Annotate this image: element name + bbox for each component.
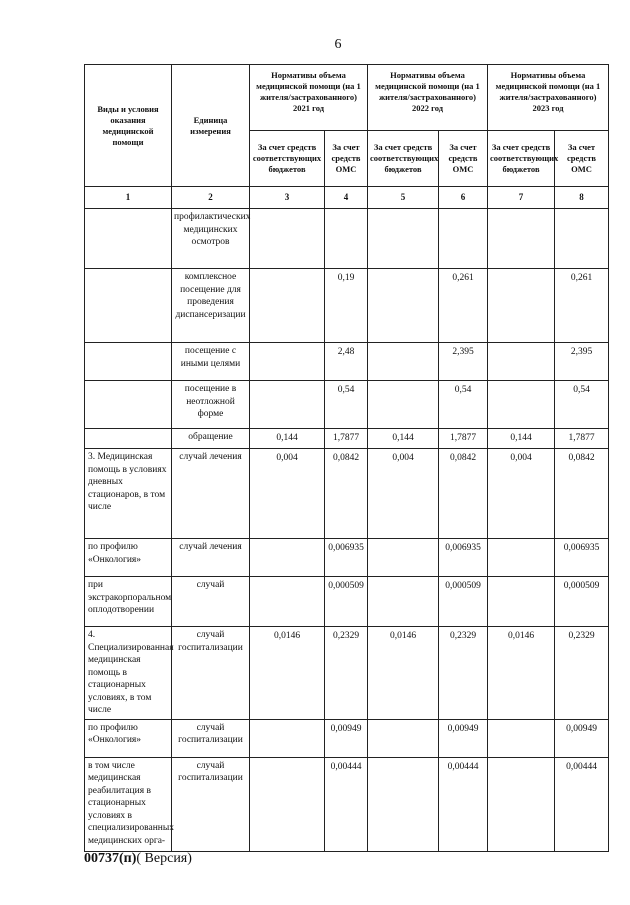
value-cell: 2,48: [325, 343, 368, 381]
value-cell: [488, 343, 555, 381]
value-cell: 0,000509: [325, 577, 368, 627]
column-number: 6: [439, 187, 488, 209]
value-cell: [488, 539, 555, 577]
value-cell: 0,006935: [439, 539, 488, 577]
value-cell: 0,00444: [439, 757, 488, 851]
value-cell: [368, 539, 439, 577]
unit-cell: комплексное посещение для проведения диспансеризации: [172, 269, 250, 343]
header-unit: Единица измерения: [172, 65, 250, 187]
table-row: [85, 627, 609, 720]
table-row: [85, 381, 609, 429]
unit-cell: случай лечения: [172, 449, 250, 539]
value-cell: 0,00444: [325, 757, 368, 851]
table-row: [85, 209, 609, 269]
value-cell: [250, 343, 325, 381]
value-cell: [368, 757, 439, 851]
value-cell: 0,144: [488, 429, 555, 449]
care-type-cell: в том числе медицинская реабилитация в стационарных условиях в специализированных медицинских орга-: [85, 757, 172, 851]
table-row: [85, 343, 609, 381]
value-cell: [368, 269, 439, 343]
value-cell: [488, 757, 555, 851]
value-cell: [368, 577, 439, 627]
care-type-cell: [85, 343, 172, 381]
care-type-cell: [85, 429, 172, 449]
value-cell: 0,2329: [325, 627, 368, 720]
value-cell: 0,00949: [555, 719, 609, 757]
value-cell: [488, 719, 555, 757]
value-cell: 0,144: [250, 429, 325, 449]
care-type-cell: [85, 209, 172, 269]
unit-cell: профилактических медицинских осмотров: [172, 209, 250, 269]
value-cell: 0,0842: [439, 449, 488, 539]
header-sub-oms-2021: За счет средств ОМС: [325, 131, 368, 187]
value-cell: 0,0146: [488, 627, 555, 720]
table-row: [85, 269, 609, 343]
value-cell: 0,000509: [439, 577, 488, 627]
care-type-cell: 4. Специализированная медицинская помощь в стационарных условиях, в том числе: [85, 627, 172, 720]
value-cell: 0,00949: [439, 719, 488, 757]
value-cell: 0,2329: [555, 627, 609, 720]
document-version: ( Версия): [136, 851, 192, 866]
value-cell: 0,004: [368, 449, 439, 539]
unit-cell: случай госпитализации: [172, 719, 250, 757]
column-number: 2: [172, 187, 250, 209]
value-cell: 0,144: [368, 429, 439, 449]
care-type-cell: по профилю «Онкология»: [85, 539, 172, 577]
norms-table: [84, 64, 609, 852]
value-cell: [325, 209, 368, 269]
value-cell: [250, 719, 325, 757]
column-number: 4: [325, 187, 368, 209]
value-cell: 0,004: [250, 449, 325, 539]
value-cell: [488, 209, 555, 269]
unit-cell: посещение с иными целями: [172, 343, 250, 381]
unit-cell: посещение в неотложной форме: [172, 381, 250, 429]
column-number: 8: [555, 187, 609, 209]
value-cell: 0,261: [555, 269, 609, 343]
value-cell: 1,7877: [325, 429, 368, 449]
value-cell: 2,395: [555, 343, 609, 381]
value-cell: [368, 343, 439, 381]
value-cell: 0,19: [325, 269, 368, 343]
table-row: [85, 757, 609, 851]
table-row: [85, 539, 609, 577]
value-cell: 1,7877: [555, 429, 609, 449]
value-cell: [368, 381, 439, 429]
value-cell: [250, 539, 325, 577]
value-cell: [555, 209, 609, 269]
value-cell: 0,54: [325, 381, 368, 429]
value-cell: [368, 209, 439, 269]
care-type-cell: [85, 269, 172, 343]
value-cell: [488, 577, 555, 627]
value-cell: 0,54: [555, 381, 609, 429]
unit-cell: обращение: [172, 429, 250, 449]
table-row: [85, 577, 609, 627]
value-cell: 0,261: [439, 269, 488, 343]
table-row: [85, 429, 609, 449]
value-cell: [488, 269, 555, 343]
value-cell: [439, 209, 488, 269]
care-type-cell: при экстракорпоральном оплодотворении: [85, 577, 172, 627]
value-cell: [250, 269, 325, 343]
document-footer: [84, 851, 192, 867]
column-number: 3: [250, 187, 325, 209]
header-care-type: Виды и условия оказания медицинской помощи: [85, 65, 172, 187]
care-type-cell: по профилю «Онкология»: [85, 719, 172, 757]
header-group-2023: Нормативы объема медицинской помощи (на 1 жителя/застрахованного) 2023 год: [488, 65, 609, 131]
value-cell: 0,004: [488, 449, 555, 539]
value-cell: 0,0842: [325, 449, 368, 539]
value-cell: 0,0842: [555, 449, 609, 539]
page-number: 6: [334, 37, 342, 52]
value-cell: [250, 209, 325, 269]
value-cell: [250, 381, 325, 429]
unit-cell: случай лечения: [172, 539, 250, 577]
value-cell: [368, 719, 439, 757]
unit-cell: случай госпитализации: [172, 627, 250, 720]
value-cell: [250, 577, 325, 627]
value-cell: [250, 757, 325, 851]
table-row: [85, 449, 609, 539]
column-number: 1: [85, 187, 172, 209]
value-cell: 0,0146: [368, 627, 439, 720]
care-type-cell: [85, 381, 172, 429]
header-sub-budget-2023: За счет средств соответствующих бюджетов: [488, 131, 555, 187]
care-type-cell: 3. Медицинская помощь в условиях дневных стационаров, в том числе: [85, 449, 172, 539]
header-sub-budget-2021: За счет средств соответствующих бюджетов: [250, 131, 325, 187]
header-sub-budget-2022: За счет средств соответствующих бюджетов: [368, 131, 439, 187]
value-cell: 0,2329: [439, 627, 488, 720]
value-cell: 1,7877: [439, 429, 488, 449]
value-cell: [488, 381, 555, 429]
value-cell: 2,395: [439, 343, 488, 381]
header-sub-oms-2022: За счет средств ОМС: [439, 131, 488, 187]
value-cell: 0,0146: [250, 627, 325, 720]
unit-cell: случай: [172, 577, 250, 627]
table-body: [85, 209, 609, 852]
document-code: 00737(п): [84, 851, 137, 866]
norms-table-wrapper: [84, 64, 608, 846]
column-number: 7: [488, 187, 555, 209]
column-number: 5: [368, 187, 439, 209]
header-sub-oms-2023: За счет средств ОМС: [555, 131, 609, 187]
table-row: [85, 719, 609, 757]
unit-cell: случай госпитализации: [172, 757, 250, 851]
value-cell: 0,54: [439, 381, 488, 429]
value-cell: 0,006935: [555, 539, 609, 577]
value-cell: 0,00949: [325, 719, 368, 757]
value-cell: 0,00444: [555, 757, 609, 851]
header-group-2022: Нормативы объема медицинской помощи (на 1 жителя/застрахованного) 2022 год: [368, 65, 488, 131]
header-group-2021: Нормативы объема медицинской помощи (на 1 жителя/застрахованного) 2021 год: [250, 65, 368, 131]
value-cell: 0,000509: [555, 577, 609, 627]
value-cell: 0,006935: [325, 539, 368, 577]
